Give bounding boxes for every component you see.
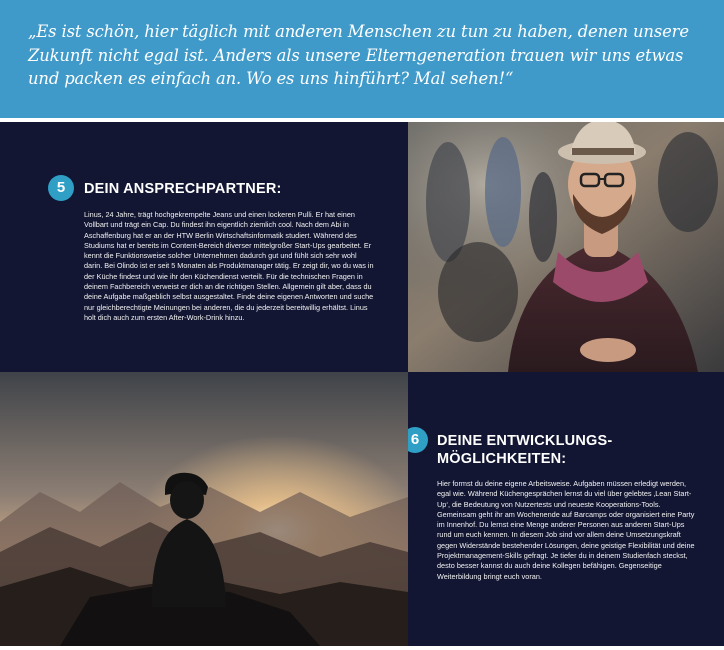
- mountain-sunset-illustration: [0, 372, 408, 646]
- development-panel: [408, 372, 724, 646]
- section-number-badge: 6: [408, 427, 428, 453]
- quote-banner: [0, 0, 724, 118]
- pull-quote: „Es ist schön, hier täglich mit anderen Menschen zu tun zu haben, denen unsere Zukunft nicht egal ist. Anders als unsere Elterngeneration trauen wir uns etwas und packen es einfach an. Wo es uns hinführt? Mal sehen!“: [28, 22, 689, 88]
- section-body: Linus, 24 Jahre, trägt hochgekrempelte Jeans und einen lockeren Pulli. Er hat einen Vollbart und trägt ein Cap. Du findest ihn eigentlich ziemlich cool. Nach dem Abi in Aschaffenburg hat er an der HTW Berlin Wirtschaftsinformatik studiert. Während des Studiums hat er bereits im Content-Bereich diverser mittelgroßer Start-Ups gearbeitet. Er kennt die Funktionsweise solcher Unternehmen dadurch gut und fühlt sich sehr wohl darin. Bei Olindo ist er seit 5 Monaten als Produktmanager tätig. Er zeigt dir, wo du was in der Küche findest und wie ihr den Küchendienst verteilt. Für die technischen Fragen in deinem Fachbereich verweist er dich an die richtigen Stellen. Allgemein gilt aber, dass du deine Aufgabe maßgeblich selbst ausgestaltet. Finde deine eigenen Antworten und suche nur gleichberechtigte Meinungen bei anderen, die du jederzeit bereitwillig erhältst. Linus holt dich auch zum ersten After-Work-Drink hinzu.: [84, 210, 374, 322]
- portrait-photo: [408, 122, 724, 372]
- section-number-badge: 5: [48, 175, 74, 201]
- portrait-photo-illustration: [408, 122, 724, 372]
- contact-person-panel: [0, 122, 408, 372]
- section-heading: DEINE ENTWICKLUNGS- MÖGLICHKEITEN:: [437, 433, 613, 467]
- mountain-sunset-photo: [0, 372, 408, 646]
- section-heading: DEIN ANSPRECHPARTNER:: [84, 181, 282, 197]
- section-body: Hier formst du deine eigene Arbeitsweise. Aufgaben müssen erledigt werden, egal wie. Während Küchengesprächen lernst du viel über gelebtes ‚Lean Start-Up‘, die Bedeutung von Nutzertests und neueste Kooperations-Tools. Gemeinsam geht ihr am Wochenende auf Barcamps oder organisiert eine Party im Innenhof. Du lernst eine Menge anderer Personen aus anderen Start-Ups rund um euch kennen. In diesem Job sind vor allem deine Umsetzungskraft gegen Widerstände bestehender Lösungen, deine geistige Flexibilität und deine Projektmanagement-Skills gefragt. Je tiefer du in deinem Studienfach steckst, desto besser kannst du auch deine Kollegen befähigen. Gegenseitige Weiterbildung bringt euch voran.: [437, 479, 695, 581]
